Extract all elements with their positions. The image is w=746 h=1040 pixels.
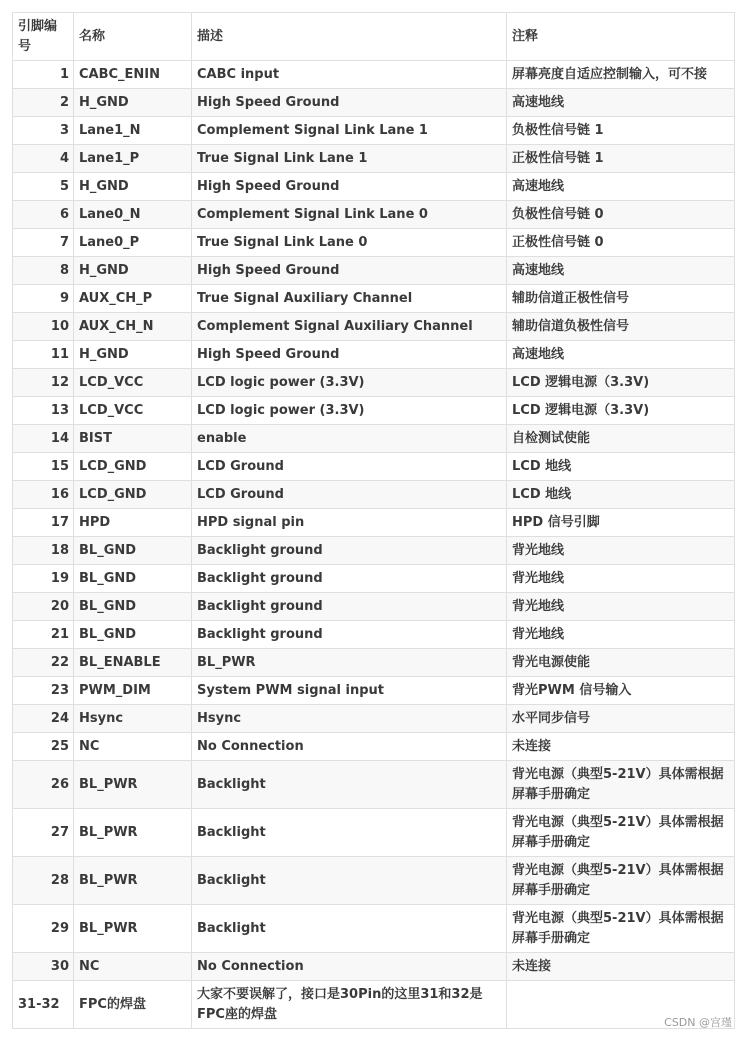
cell-description: Complement Signal Auxiliary Channel	[192, 313, 507, 341]
cell-pin-number: 10	[13, 313, 74, 341]
table-row	[13, 397, 735, 425]
cell-note: 负极性信号链 0	[507, 201, 735, 229]
cell-pin-number: 29	[13, 905, 74, 953]
table-row	[13, 705, 735, 733]
table-row	[13, 761, 735, 809]
table-row	[13, 173, 735, 201]
table-row	[13, 481, 735, 509]
cell-description: High Speed Ground	[192, 89, 507, 117]
header-description: 描述	[192, 13, 507, 61]
cell-pin-number: 28	[13, 857, 74, 905]
cell-note: 背光地线	[507, 621, 735, 649]
table-header-row	[13, 13, 735, 61]
table-row	[13, 981, 735, 1029]
cell-name: BL_GND	[74, 565, 192, 593]
cell-pin-number: 7	[13, 229, 74, 257]
cell-description: Complement Signal Link Lane 0	[192, 201, 507, 229]
cell-description: CABC input	[192, 61, 507, 89]
cell-name: BL_PWR	[74, 857, 192, 905]
cell-pin-number: 9	[13, 285, 74, 313]
cell-description: LCD Ground	[192, 481, 507, 509]
table-row	[13, 341, 735, 369]
cell-name: BL_ENABLE	[74, 649, 192, 677]
header-pin-number: 引脚编号	[13, 13, 74, 61]
cell-pin-number: 5	[13, 173, 74, 201]
cell-name: AUX_CH_N	[74, 313, 192, 341]
cell-description: 大家不要误解了，接口是30Pin的这里31和32是FPC座的焊盘	[192, 981, 507, 1029]
table-body	[13, 61, 735, 1029]
cell-description: LCD Ground	[192, 453, 507, 481]
cell-note: HPD 信号引脚	[507, 509, 735, 537]
table-row	[13, 733, 735, 761]
cell-note: 背光地线	[507, 565, 735, 593]
cell-note: 背光电源（典型5-21V）具体需根据屏幕手册确定	[507, 809, 735, 857]
table-row	[13, 89, 735, 117]
cell-name: Hsync	[74, 705, 192, 733]
cell-note: 背光电源（典型5-21V）具体需根据屏幕手册确定	[507, 905, 735, 953]
cell-note: LCD 地线	[507, 453, 735, 481]
cell-pin-number: 24	[13, 705, 74, 733]
table-row	[13, 285, 735, 313]
cell-pin-number: 17	[13, 509, 74, 537]
cell-description: Backlight ground	[192, 565, 507, 593]
cell-description: Backlight	[192, 761, 507, 809]
table-row	[13, 509, 735, 537]
cell-name: LCD_VCC	[74, 369, 192, 397]
cell-note: LCD 逻辑电源（3.3V)	[507, 397, 735, 425]
table-row	[13, 145, 735, 173]
cell-name: LCD_GND	[74, 481, 192, 509]
cell-description: BL_PWR	[192, 649, 507, 677]
cell-description: True Signal Link Lane 0	[192, 229, 507, 257]
cell-note: 未连接	[507, 953, 735, 981]
table-row	[13, 621, 735, 649]
cell-name: NC	[74, 953, 192, 981]
cell-note: 正极性信号链 1	[507, 145, 735, 173]
cell-description: enable	[192, 425, 507, 453]
cell-name: LCD_GND	[74, 453, 192, 481]
cell-description: LCD logic power (3.3V)	[192, 397, 507, 425]
cell-pin-number: 15	[13, 453, 74, 481]
table-row	[13, 117, 735, 145]
cell-description: LCD logic power (3.3V)	[192, 369, 507, 397]
cell-name: Lane1_P	[74, 145, 192, 173]
watermark: CSDN @宫瑾	[664, 1016, 732, 1029]
cell-note: 正极性信号链 0	[507, 229, 735, 257]
table-row	[13, 809, 735, 857]
cell-note: 自检测试使能	[507, 425, 735, 453]
cell-pin-number: 14	[13, 425, 74, 453]
cell-pin-number: 3	[13, 117, 74, 145]
cell-pin-number: 8	[13, 257, 74, 285]
table-row	[13, 201, 735, 229]
cell-note: 屏幕亮度自适应控制输入，可不接	[507, 61, 735, 89]
cell-pin-number: 2	[13, 89, 74, 117]
table-row	[13, 257, 735, 285]
header-note: 注释	[507, 13, 735, 61]
cell-name: H_GND	[74, 173, 192, 201]
pin-table	[12, 12, 735, 1029]
cell-note: 辅助信道负极性信号	[507, 313, 735, 341]
cell-name: BL_PWR	[74, 761, 192, 809]
cell-name: PWM_DIM	[74, 677, 192, 705]
cell-name: Lane0_N	[74, 201, 192, 229]
cell-note: 辅助信道正极性信号	[507, 285, 735, 313]
cell-name: Lane1_N	[74, 117, 192, 145]
header-name: 名称	[74, 13, 192, 61]
cell-description: High Speed Ground	[192, 257, 507, 285]
cell-name: H_GND	[74, 341, 192, 369]
cell-name: NC	[74, 733, 192, 761]
cell-name: BL_GND	[74, 621, 192, 649]
cell-note: 背光地线	[507, 537, 735, 565]
cell-name: CABC_ENIN	[74, 61, 192, 89]
cell-note: 高速地线	[507, 173, 735, 201]
cell-note: 水平同步信号	[507, 705, 735, 733]
cell-note: 背光电源（典型5-21V）具体需根据屏幕手册确定	[507, 761, 735, 809]
cell-pin-number: 22	[13, 649, 74, 677]
cell-description: High Speed Ground	[192, 173, 507, 201]
cell-name: H_GND	[74, 257, 192, 285]
cell-description: Complement Signal Link Lane 1	[192, 117, 507, 145]
cell-name: Lane0_P	[74, 229, 192, 257]
table-row	[13, 565, 735, 593]
cell-name: AUX_CH_P	[74, 285, 192, 313]
cell-name: FPC的焊盘	[74, 981, 192, 1029]
cell-description: True Signal Link Lane 1	[192, 145, 507, 173]
cell-name: H_GND	[74, 89, 192, 117]
cell-pin-number: 23	[13, 677, 74, 705]
cell-name: BL_GND	[74, 537, 192, 565]
table-row	[13, 593, 735, 621]
cell-description: High Speed Ground	[192, 341, 507, 369]
cell-name: BIST	[74, 425, 192, 453]
cell-description: System PWM signal input	[192, 677, 507, 705]
table-row	[13, 905, 735, 953]
cell-name: BL_GND	[74, 593, 192, 621]
cell-note: 高速地线	[507, 341, 735, 369]
cell-description: Backlight ground	[192, 593, 507, 621]
cell-description: No Connection	[192, 953, 507, 981]
table-row	[13, 537, 735, 565]
cell-name: BL_PWR	[74, 809, 192, 857]
cell-name: BL_PWR	[74, 905, 192, 953]
cell-name: HPD	[74, 509, 192, 537]
cell-pin-number: 12	[13, 369, 74, 397]
cell-note: 背光电源（典型5-21V）具体需根据屏幕手册确定	[507, 857, 735, 905]
table-row	[13, 649, 735, 677]
cell-note: 高速地线	[507, 89, 735, 117]
cell-note: LCD 逻辑电源（3.3V)	[507, 369, 735, 397]
table-row	[13, 453, 735, 481]
cell-description: Backlight	[192, 857, 507, 905]
cell-pin-number: 19	[13, 565, 74, 593]
cell-description: No Connection	[192, 733, 507, 761]
table-row	[13, 425, 735, 453]
cell-pin-number: 4	[13, 145, 74, 173]
cell-pin-number: 20	[13, 593, 74, 621]
cell-description: Hsync	[192, 705, 507, 733]
cell-pin-number: 1	[13, 61, 74, 89]
cell-description: True Signal Auxiliary Channel	[192, 285, 507, 313]
cell-pin-number: 21	[13, 621, 74, 649]
cell-description: Backlight ground	[192, 621, 507, 649]
cell-description: Backlight	[192, 809, 507, 857]
table-row	[13, 857, 735, 905]
cell-pin-number: 31-32	[13, 981, 74, 1029]
cell-description: Backlight	[192, 905, 507, 953]
table-row	[13, 953, 735, 981]
cell-note: 未连接	[507, 733, 735, 761]
cell-note: 背光地线	[507, 593, 735, 621]
table-row	[13, 369, 735, 397]
table-row	[13, 61, 735, 89]
table-row	[13, 229, 735, 257]
cell-description: HPD signal pin	[192, 509, 507, 537]
cell-pin-number: 6	[13, 201, 74, 229]
table-row	[13, 677, 735, 705]
cell-pin-number: 11	[13, 341, 74, 369]
cell-pin-number: 16	[13, 481, 74, 509]
cell-pin-number: 25	[13, 733, 74, 761]
cell-note: 负极性信号链 1	[507, 117, 735, 145]
cell-pin-number: 30	[13, 953, 74, 981]
cell-pin-number: 18	[13, 537, 74, 565]
cell-note: 高速地线	[507, 257, 735, 285]
cell-note: LCD 地线	[507, 481, 735, 509]
cell-pin-number: 13	[13, 397, 74, 425]
cell-name: LCD_VCC	[74, 397, 192, 425]
cell-description: Backlight ground	[192, 537, 507, 565]
cell-pin-number: 27	[13, 809, 74, 857]
table-row	[13, 313, 735, 341]
cell-note: 背光电源使能	[507, 649, 735, 677]
cell-note: 背光PWM 信号输入	[507, 677, 735, 705]
cell-pin-number: 26	[13, 761, 74, 809]
